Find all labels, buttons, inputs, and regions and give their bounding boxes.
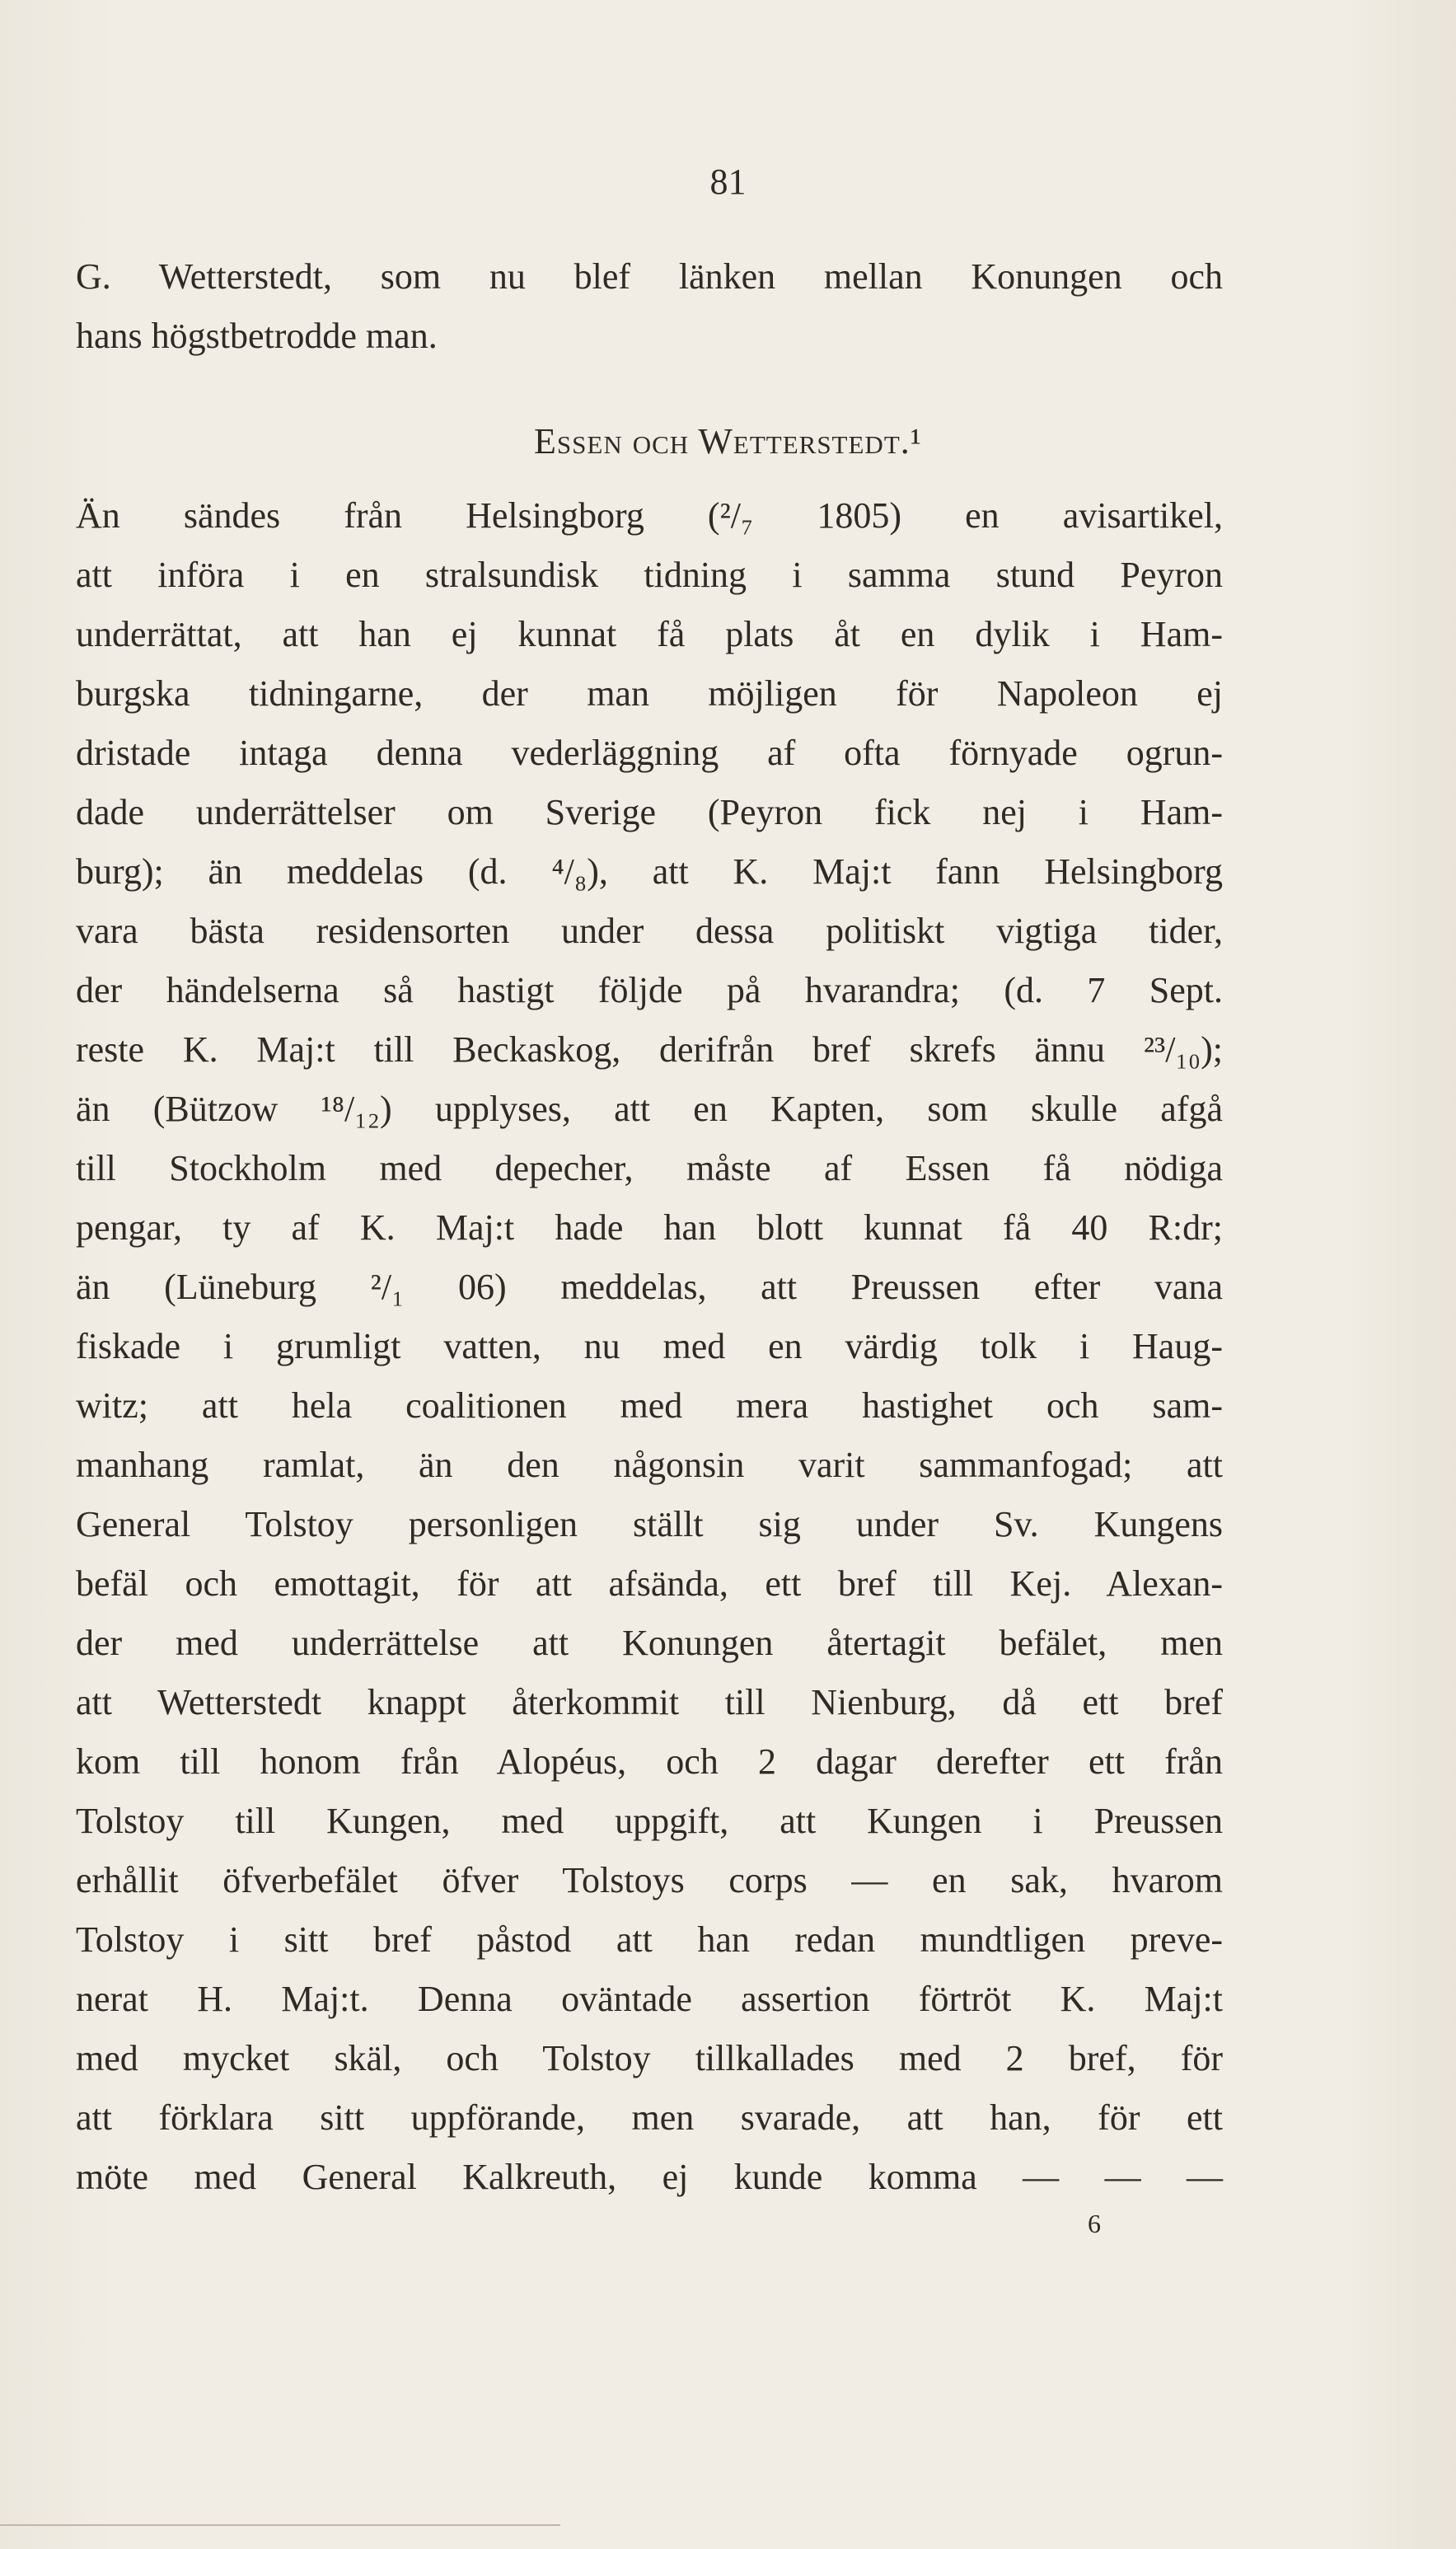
text-line: hans högstbetrodde man. bbox=[76, 316, 438, 356]
text-line: befäl och emottagit, för att afsända, ett bref till Kej. Alexan- bbox=[76, 1563, 1223, 1604]
text-line: burgska tidningarne, der man möjligen för Napoleon ej bbox=[76, 673, 1223, 714]
text-line: att Wetterstedt knappt återkommit till Nienburg, då ett bref bbox=[76, 1682, 1223, 1722]
page-number: 81 bbox=[709, 162, 747, 202]
text-line: Tolstoy till Kungen, med uppgift, att Kungen i Preussen bbox=[76, 1801, 1223, 1841]
text-line: kom till honom från Alopéus, och 2 dagar derefter ett från bbox=[76, 1741, 1223, 1782]
text-line: der med underrättelse att Konungen återtagit befälet, men bbox=[76, 1623, 1223, 1663]
text-line: dristade intaga denna vederläggning af ofta förnyade ogrun- bbox=[76, 733, 1223, 773]
text-line: underrättat, att han ej kunnat få plats åt en dylik i Ham- bbox=[76, 614, 1223, 654]
text-line: till Stockholm med depecher, måste af Essen få nödiga bbox=[76, 1148, 1223, 1188]
text-line: dade underrättelser om Sverige (Peyron fick nej i Ham- bbox=[76, 792, 1223, 832]
text-line: än (Lüneburg ²/₁ 06) meddelas, att Preussen efter vana bbox=[76, 1267, 1223, 1307]
signature-mark: 6 bbox=[1088, 2209, 1101, 2238]
text-line: fiskade i grumligt vatten, nu med en värdig tolk i Haug- bbox=[76, 1326, 1223, 1366]
text-line: der händelserna så hastigt följde på hvarandra; (d. 7 Sept. bbox=[76, 970, 1223, 1010]
text-line: att införa i en stralsundisk tidning i samma stund Peyron bbox=[76, 555, 1223, 595]
text-line: burg); än meddelas (d. ⁴/₈), att K. Maj:t fann Helsingborg bbox=[76, 851, 1223, 892]
scan-edge-rule bbox=[0, 2524, 560, 2526]
text-line: manhang ramlat, än den någonsin varit sammanfogad; att bbox=[76, 1445, 1223, 1485]
text-line: Tolstoy i sitt bref påstod att han redan mundtligen preve- bbox=[76, 1919, 1223, 1960]
text-line: G. Wetterstedt, som nu blef länken mellan Konungen och bbox=[76, 256, 1223, 297]
text-line: att förklara sitt uppförande, men svarade, att han, för ett bbox=[76, 2097, 1223, 2138]
text-line: nerat H. Maj:t. Denna oväntade assertion förtröt K. Maj:t bbox=[76, 1979, 1223, 2019]
text-line: än (Bützow ¹⁸/₁₂) upplyses, att en Kapten, som skulle afgå bbox=[76, 1089, 1223, 1129]
text-line: erhållit öfverbefälet öfver Tolstoys corps — en sak, hvarom bbox=[76, 1860, 1223, 1900]
continuation-paragraph bbox=[76, 247, 1223, 366]
text-line: pengar, ty af K. Maj:t hade han blott kunnat få 40 R:dr; bbox=[76, 1207, 1223, 1248]
text-line: General Tolstoy personligen ställt sig under Sv. Kungens bbox=[76, 1504, 1223, 1544]
text-line: vara bästa residensorten under dessa politiskt vigtiga tider, bbox=[76, 911, 1223, 951]
body-paragraph bbox=[76, 486, 1223, 2207]
text-line: reste K. Maj:t till Beckaskog, derifrån bref skrefs ännu ²³/₁₀); bbox=[76, 1029, 1223, 1070]
text-line: witz; att hela coalitionen med mera hastighet och sam- bbox=[76, 1385, 1223, 1426]
text-line: Än sändes från Helsingborg (²/₇ 1805) en avisartikel, bbox=[76, 495, 1223, 536]
section-heading: Essen och Wetterstedt.¹ bbox=[534, 421, 922, 462]
text-line: möte med General Kalkreuth, ej kunde komma — — — bbox=[76, 2157, 1223, 2197]
text-line: med mycket skäl, och Tolstoy tillkallades med 2 bref, för bbox=[76, 2038, 1223, 2078]
